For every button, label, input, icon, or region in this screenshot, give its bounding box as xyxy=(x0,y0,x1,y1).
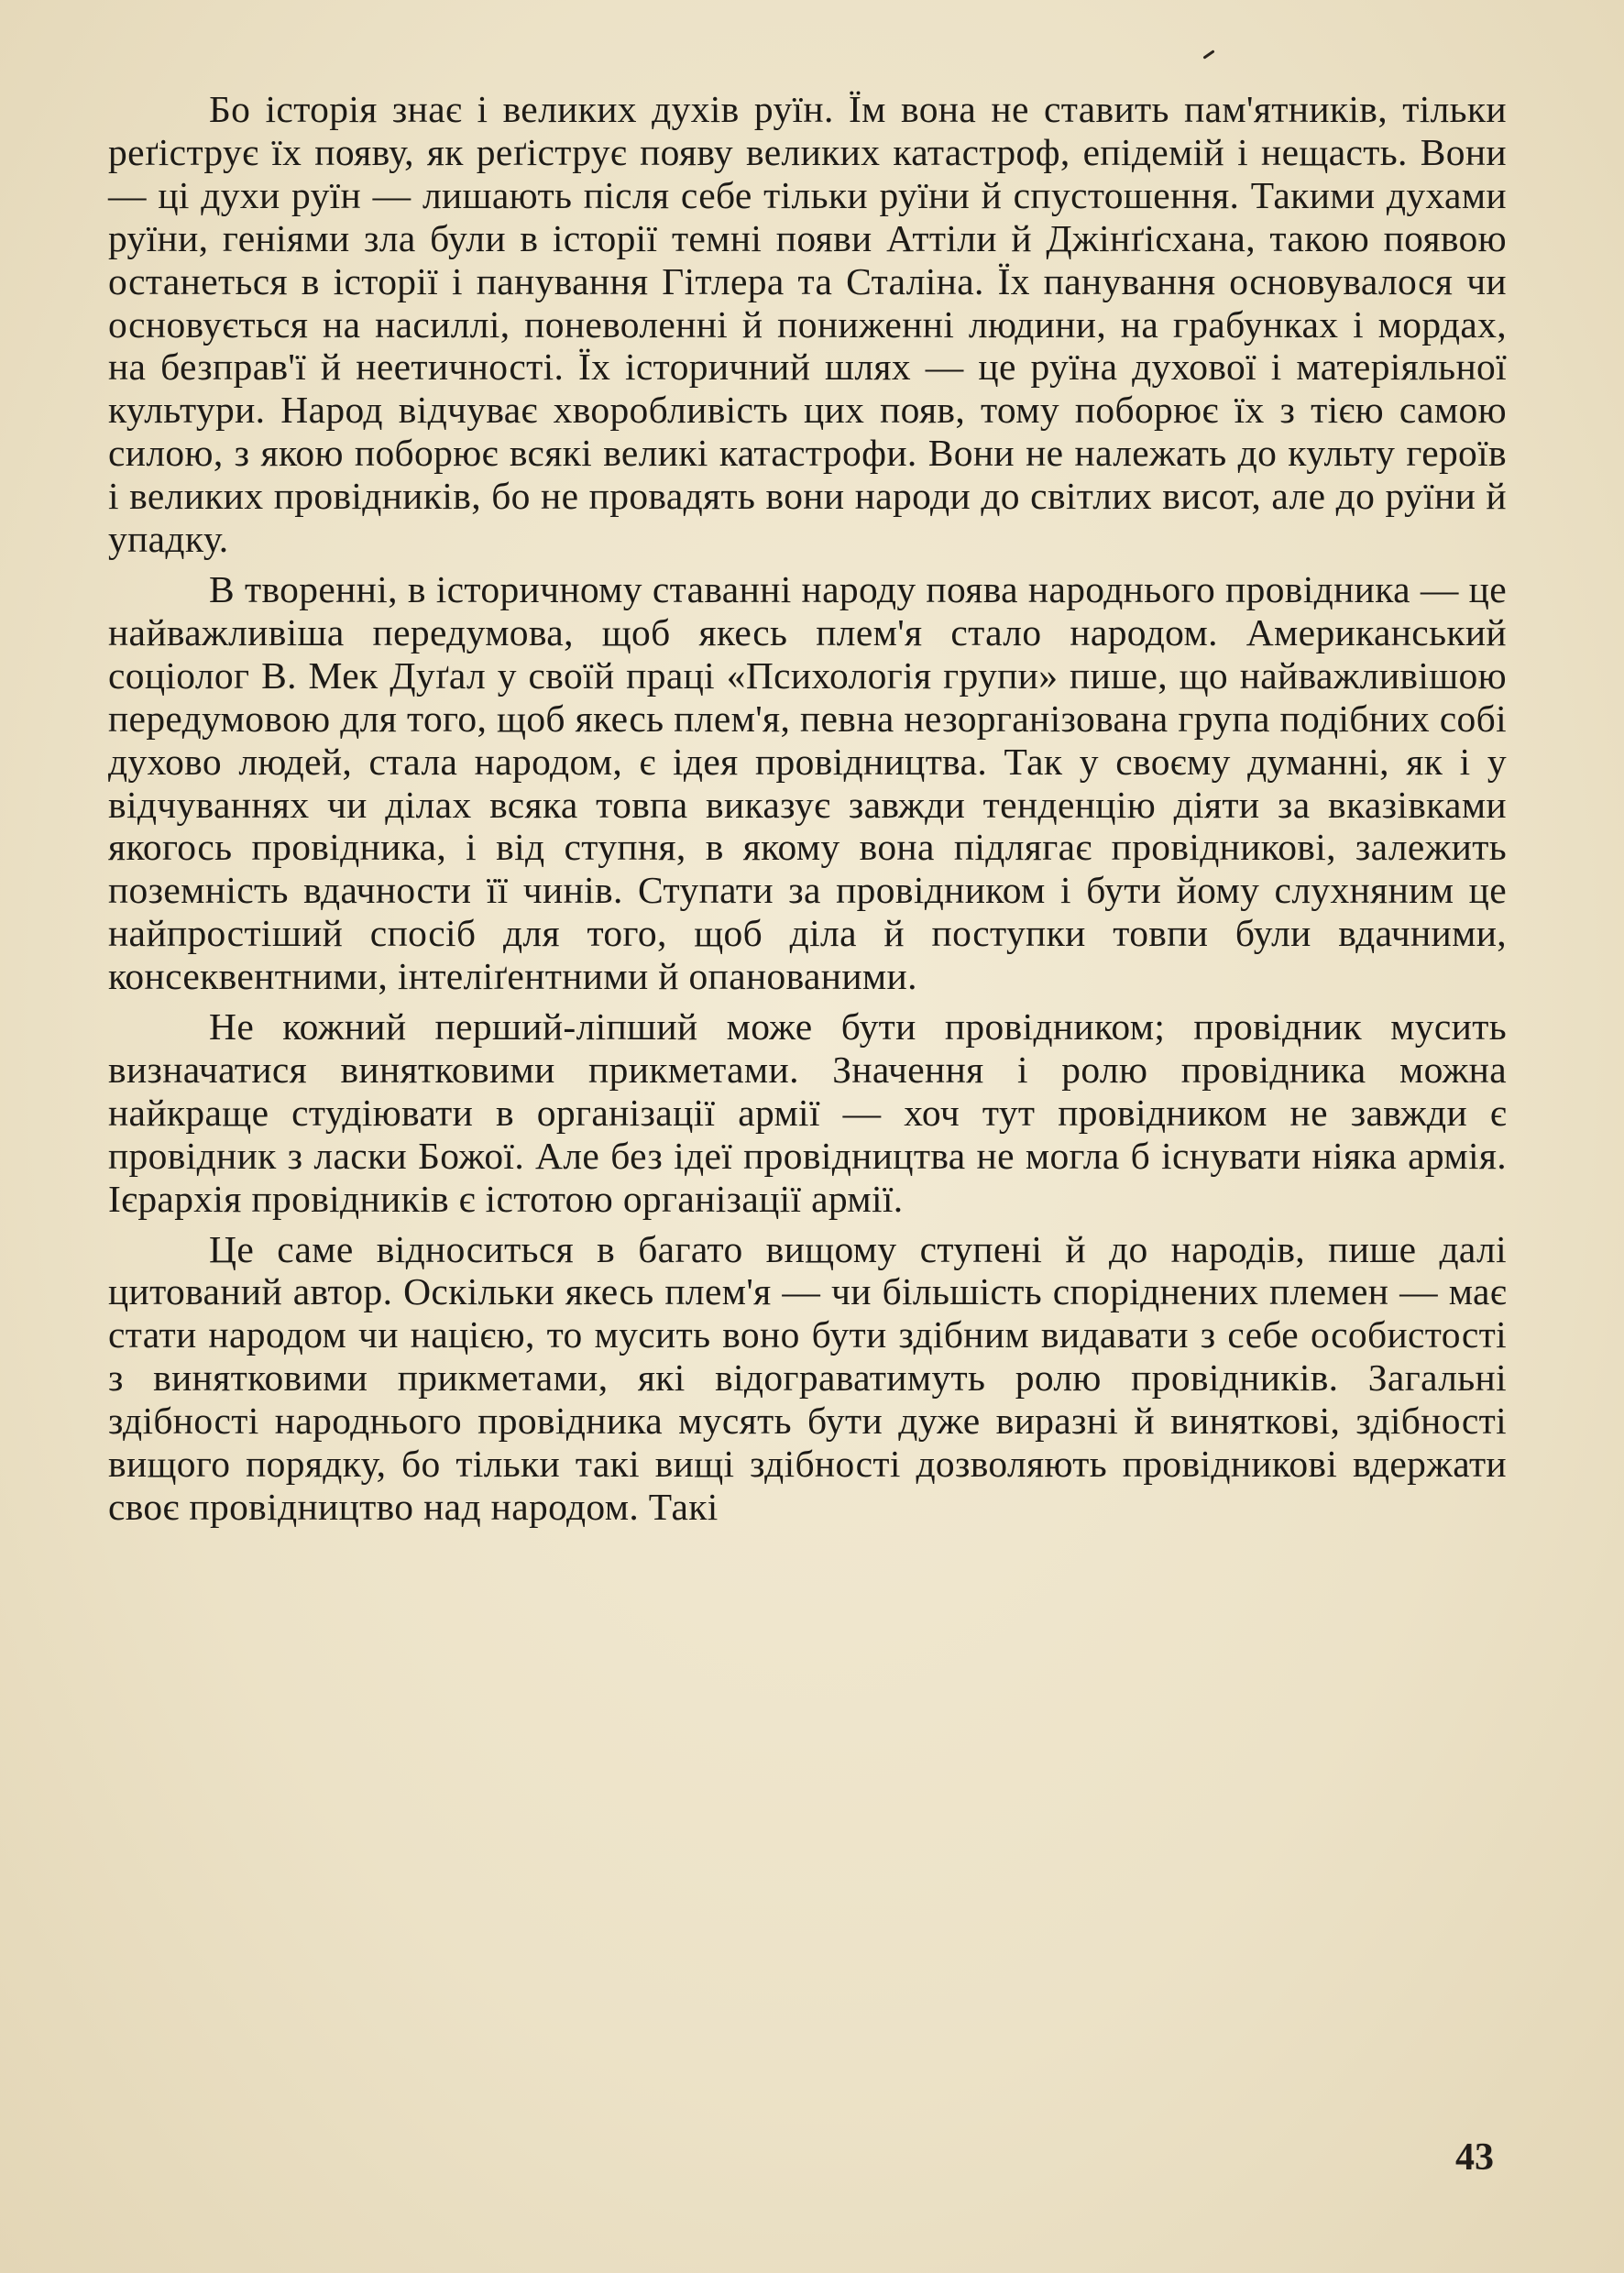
paragraph-2: В творенні, в історичному ставанні народу поява народнього провідника — це найважливіша передумова, щоб якесь плем'я стало народом. Американський соціолог В. Мек Дуґал у своїй праці «Психологія групи» пише, що найважливішою передумовою для того, щоб якесь плем'я, певна незорганізована група подібних собі духово людей, стала народом, є ідея провідництва. Так у своєму думанні, як і у відчуваннях чи ділах всяка товпа виказує завжди тенденцію діяти за вказівками якогось провідника, і від ступня, в якому вона підлягає провідникові, залежить поземність вдачности її чинів. Ступати за провідником і бути йому слухняним це найпростіший спосіб для того, щоб діла й поступки товпи були вдачними, консеквентними, інтеліґентними й опанованими. xyxy=(108,567,1507,998)
paragraph-4: Це саме відноситься в багато вищому ступені й до народів, пише далі цитований автор. Оскільки якесь плем'я — чи більшість споріднених племен — має стати народом чи нацією, то мусить воно бути здібним видавати з себе особистості з винятковими прикметами, які відограватимуть ролю провідників. Загальні здібності народнього провідника мусять бути дуже виразні й виняткові, здібності вищого порядку, бо тільки такі вищі здібності дозволяють провідникові вдержати своє провідництво над народом. Такі xyxy=(108,1227,1507,1528)
page-number: 43 xyxy=(1455,2136,1494,2179)
ink-speck xyxy=(1202,49,1214,59)
paragraph-1: Бо історія знає і великих духів руїн. Їм вона не ставить пам'ятників, тільки реґіструє їх появу, як реґіструє появу великих катастроф, епідемій і нещасть. Вони — ці духи руїн — лишають після себе тільки руїни й спустошення. Такими духами руїни, геніями зла були в історії темні появи Аттіли й Джінґісхана, такою появою останеться в історії і панування Гітлера та Сталіна. Їх панування основувалося чи основується на насиллі, поневоленні й пониженні людини, на грабунках і мордах, на безправ'ї й неетичності. Їх історичний шлях — це руїна духової і матеріяльної культури. Народ відчуває хворобливість цих появ, тому поборює їх з тією самою силою, з якою поборює всякі великі катастрофи. Вони не належать до культу героїв і великих провідників, бо не провадять вони народи до світлих висот, але до руїни й упадку. xyxy=(108,88,1507,561)
paragraph-3: Не кожний перший-ліпший може бути провідником; провідник мусить визначатися винятковими прикметами. Значення і ролю провідника можна найкраще студіювати в організації армії — хоч тут провідником не завжди є провідник з ласки Божої. Але без ідеї провідництва не могла б існувати ніяка армія. Ієрархія провідників є істотою організації армії. xyxy=(108,1005,1507,1220)
page-text xyxy=(108,88,1507,2196)
